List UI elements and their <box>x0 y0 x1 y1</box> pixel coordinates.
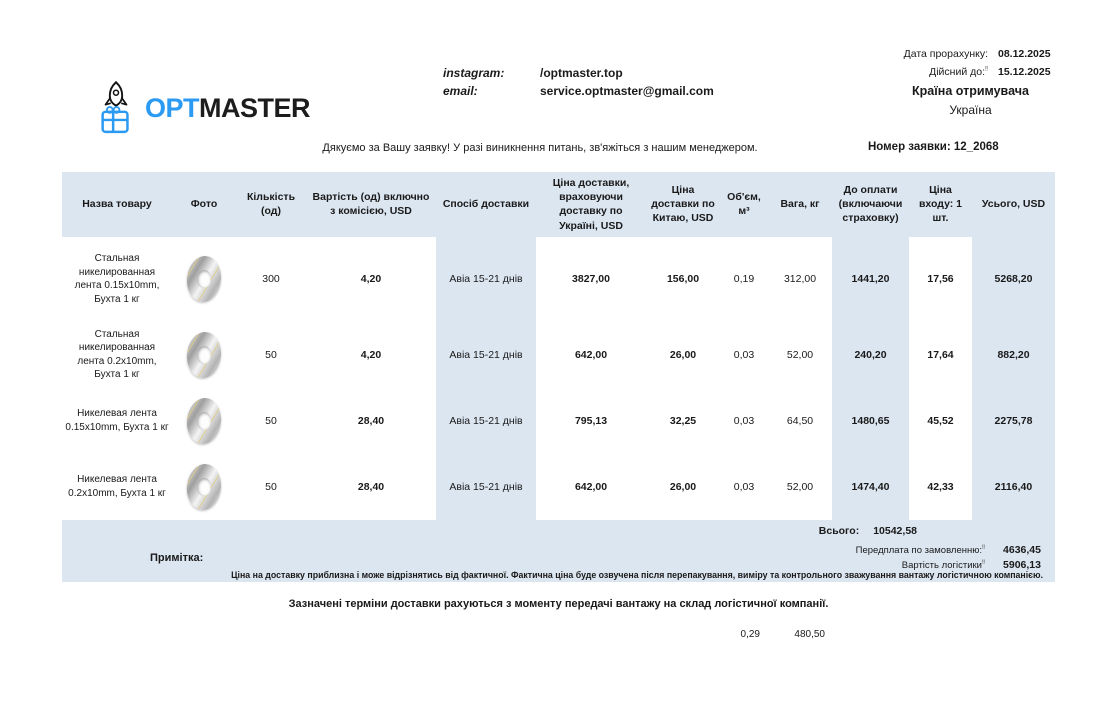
entry-price-value: 17,64 <box>927 348 954 361</box>
unit-cost-value: 4,20 <box>360 348 382 361</box>
table-row <box>62 237 1055 322</box>
to-pay-value: 1441,20 <box>832 237 909 322</box>
table-row <box>62 454 1055 520</box>
entry-price-value: 17,56 <box>927 273 954 286</box>
quantity-value: 50 <box>265 348 277 361</box>
quantity-value: 50 <box>265 480 277 493</box>
totals-band <box>62 520 1055 582</box>
delivery-ua-value: 3827,00 <box>572 273 610 286</box>
valid-until-marker-icon: ‼ <box>985 66 988 73</box>
grand-total-line <box>819 525 917 537</box>
unit-cost-value: 4,20 <box>360 273 382 286</box>
prepay-marker-icon: ‼ <box>982 544 985 551</box>
unit-cost-value: 28,40 <box>357 414 385 427</box>
row-total-value: 882,20 <box>972 322 1055 388</box>
valid-until-row <box>868 66 1073 78</box>
volume-value: 0,03 <box>733 414 755 427</box>
logistics-value: 5906,13 <box>1003 558 1041 571</box>
header-product-name: Назва товару <box>82 198 152 211</box>
header-shipping-method: Спосіб доставки <box>442 198 530 211</box>
delivery-cn-value: 156,00 <box>666 273 700 286</box>
thank-you-note: Дякуємо за Вашу заявку! У разі виникнення питань, зв'яжіться з нашим менеджером. <box>322 142 758 154</box>
volume-value: 0,19 <box>733 273 755 286</box>
shipping-method-value: Авіа 15-21 днів <box>436 322 536 388</box>
coil-photo <box>185 330 224 379</box>
country-value: Україна <box>949 103 992 117</box>
calc-date-row <box>868 48 1073 60</box>
table-row <box>62 322 1055 388</box>
volume-value: 0,03 <box>733 348 755 361</box>
valid-until-value: 15.12.2025 <box>998 66 1051 78</box>
row-total-value: 2275,78 <box>972 388 1055 454</box>
meta-block <box>868 48 1073 117</box>
country-label: Країна отримувача <box>912 84 1029 98</box>
quantity-value: 300 <box>262 273 280 286</box>
header-total: Усього, USD <box>981 198 1046 211</box>
coil-photo <box>185 255 224 304</box>
prepay-value: 4636,45 <box>1003 543 1041 556</box>
weight-value: 312,00 <box>783 273 817 286</box>
optmaster-logo <box>95 80 310 136</box>
product-name: Стальная никелированная лента 0.2x10mm, Бухта 1 кг <box>77 328 157 381</box>
stray-value-right: 480,50 <box>794 629 825 640</box>
header-delivery-ua: Ціна доставки, враховуючи доставку по Україні, USD <box>552 177 630 232</box>
table-row <box>62 388 1055 454</box>
header-quantity: Кількість (од) <box>246 191 296 218</box>
order-number: Номер заявки: 12_2068 <box>868 141 999 153</box>
stray-value-left: 0,29 <box>740 629 760 640</box>
entry-price-value: 42,33 <box>927 480 954 493</box>
logo-wordmark <box>145 93 310 124</box>
weight-value: 52,00 <box>786 348 814 361</box>
shipping-method-value: Авіа 15-21 днів <box>436 237 536 322</box>
prepay-line <box>856 544 1041 556</box>
quantity-value: 50 <box>265 414 277 427</box>
delivery-cn-value: 32,25 <box>669 414 697 427</box>
entry-price-value: 45,52 <box>927 414 954 427</box>
row-total-value: 2116,40 <box>972 454 1055 520</box>
unit-cost-value: 28,40 <box>357 480 385 493</box>
products-table <box>62 172 1055 582</box>
coil-photo <box>185 396 224 445</box>
delivery-cn-value: 26,00 <box>669 348 697 361</box>
delivery-ua-value: 795,13 <box>574 414 608 427</box>
delivery-cn-value: 26,00 <box>669 480 697 493</box>
email-label: email: <box>443 84 478 98</box>
delivery-ua-value: 642,00 <box>574 348 608 361</box>
grand-total-label: Всього: <box>818 524 860 537</box>
product-name: Никелевая лента 0.2x10mm, Бухта 1 кг <box>68 474 166 499</box>
to-pay-value: 1474,40 <box>832 454 909 520</box>
delivery-price-disclaimer: Ціна на доставку приблизна і може відрізнятись від фактичної. Фактична ціна буде озвучена після перепакування, виміру та контрольного зважування вантажу логістичною компанією. <box>231 569 1043 580</box>
prepay-label: Передплата по замовленню:‼ <box>855 544 985 556</box>
header-volume: Об'єм, м³ <box>727 191 761 218</box>
header-to-pay: До оплати (включаючи страховку) <box>838 184 903 225</box>
instagram-handle[interactable]: /optmaster.top <box>540 66 623 80</box>
header-photo: Фото <box>190 198 218 211</box>
note-label: Примітка: <box>150 551 204 564</box>
calc-date-label: Дата прорахунку: <box>903 48 988 60</box>
header-delivery-cn: Ціна доставки по Китаю, USD <box>651 184 715 225</box>
header-weight: Вага, кг <box>780 198 820 211</box>
weight-value: 64,50 <box>786 414 814 427</box>
logistics-marker-icon: ‼ <box>982 559 985 566</box>
weight-value: 52,00 <box>786 480 814 493</box>
header-unit-cost: Вартість (од) включно з комісією, USD <box>312 191 430 218</box>
delivery-terms-note: Зазначені терміни доставки рахуються з моменту передачі вантажу на склад логістичної компанії. <box>288 598 829 610</box>
table-header-row <box>62 172 1055 237</box>
calc-date-value: 08.12.2025 <box>998 48 1051 60</box>
to-pay-value: 240,20 <box>832 322 909 388</box>
product-photo-cell <box>172 322 236 388</box>
instagram-label: instagram: <box>443 66 505 80</box>
volume-value: 0,03 <box>733 480 755 493</box>
to-pay-value: 1480,65 <box>832 388 909 454</box>
contact-block <box>443 66 714 98</box>
grand-total-value: 10542,58 <box>873 524 917 537</box>
rocket-gift-logo-icon <box>95 80 137 136</box>
delivery-ua-value: 642,00 <box>574 480 608 493</box>
coil-photo <box>185 462 224 511</box>
logistics-label: Вартість логістики‼ <box>901 559 985 571</box>
valid-until-label: Дійсний до:‼ <box>929 66 988 78</box>
header-entry-price: Ціна входу: 1 шт. <box>918 184 963 225</box>
product-name: Стальная никелированная лента 0.15x10mm, Бухта 1 кг <box>74 253 160 305</box>
row-total-value: 5268,20 <box>972 237 1055 322</box>
product-photo-cell <box>172 454 236 520</box>
shipping-method-value: Авіа 15-21 днів <box>436 388 536 454</box>
product-name: Никелевая лента 0.15x10mm, Бухта 1 кг <box>65 408 169 433</box>
email-address[interactable]: service.optmaster@gmail.com <box>540 84 714 98</box>
shipping-method-value: Авіа 15-21 днів <box>436 454 536 520</box>
product-photo-cell <box>172 237 236 322</box>
logo-opt-text: OPT <box>145 92 200 123</box>
logo-master-text: MASTER <box>199 92 311 123</box>
product-photo-cell <box>172 388 236 454</box>
